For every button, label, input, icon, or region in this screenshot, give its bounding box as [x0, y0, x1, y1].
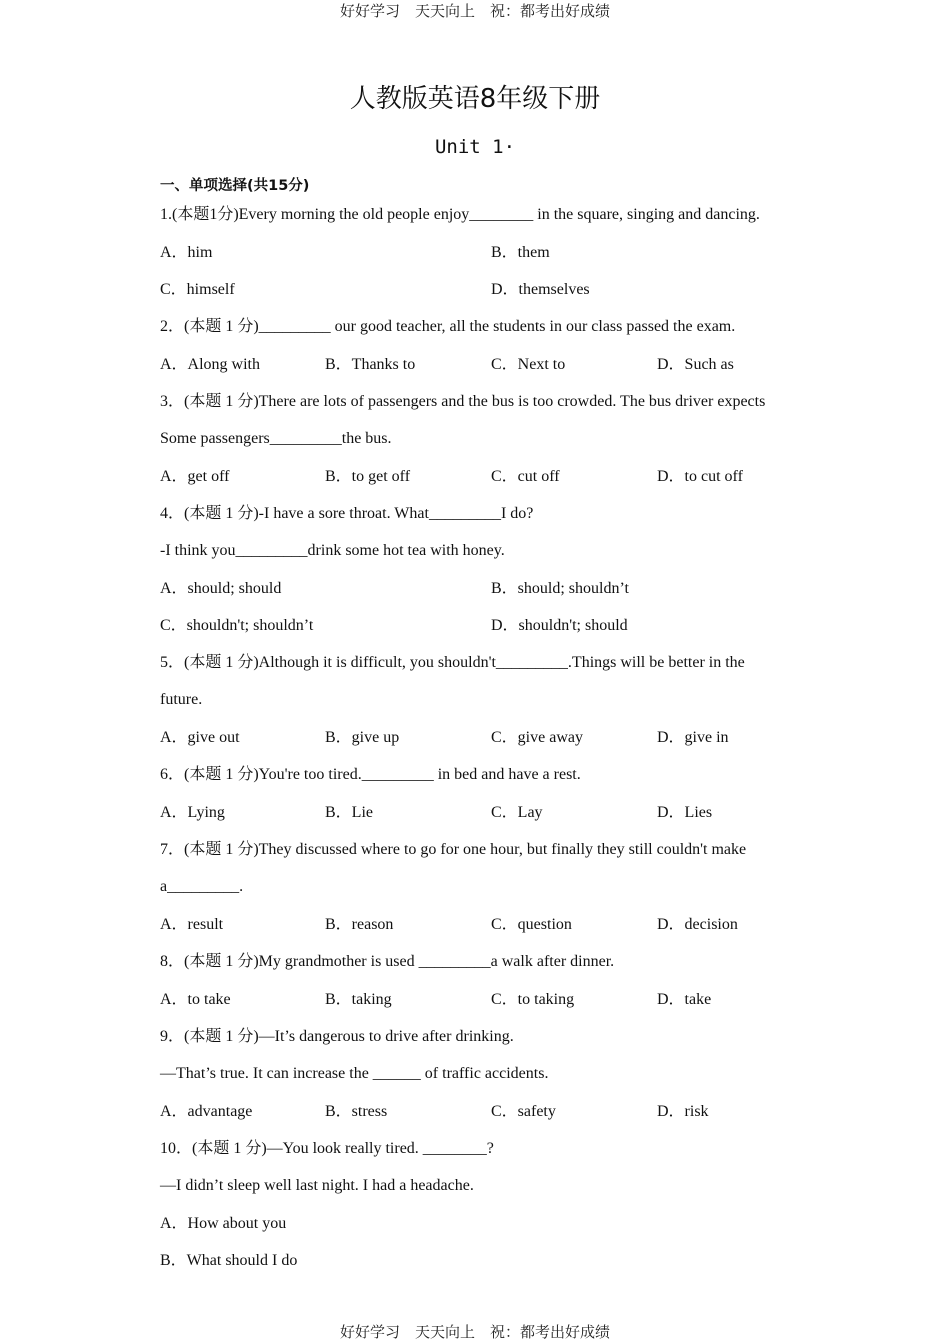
question-1-option-a: A．him — [160, 244, 213, 261]
question-5-option-c: C．give away — [491, 729, 583, 746]
question-10-option-b: B．What should I do — [160, 1252, 298, 1269]
question-3-stem-line-2: Some passengers_________the bus. — [160, 430, 392, 447]
page-footer: 好好学习 天天向上 祝：都考出好成绩 — [339, 1323, 610, 1341]
question-6-option-d: D．Lies — [657, 804, 713, 821]
question-2-stem: 2．(本题 1 分)_________ our good teacher, all the students in our class passed the exam. — [160, 318, 736, 335]
question-7-option-d: D．decision — [657, 916, 738, 933]
question-1-option-b: B．them — [491, 244, 550, 261]
question-9-option-c: C．safety — [491, 1103, 556, 1120]
question-9-option-d: D．risk — [657, 1103, 709, 1120]
question-10-stem-line-2: —I didn’t sleep well last night. I had a headache. — [160, 1177, 474, 1194]
question-7-stem-line-2: a_________. — [160, 878, 244, 895]
question-8-option-a: A．to take — [160, 991, 231, 1008]
question-8-option-b: B．taking — [325, 991, 392, 1008]
question-7-option-c: C．question — [491, 916, 572, 933]
question-10-option-a: A．How about you — [160, 1215, 287, 1232]
question-5-option-d: D．give in — [657, 729, 729, 746]
question-5-stem-line-2: future. — [160, 691, 203, 708]
question-5-option-b: B．give up — [325, 729, 400, 746]
question-5-stem: 5．(本题 1 分)Although it is difficult, you shouldn't_________.Things will be better in the — [160, 654, 745, 671]
page-title: 人教版英语8年级下册 — [349, 84, 601, 114]
question-9-option-a: A．advantage — [160, 1103, 253, 1120]
question-4-option-a: A．should; should — [160, 580, 282, 597]
question-6-option-b: B．Lie — [325, 804, 373, 821]
question-9-stem-line-2: —That’s true. It can increase the ______ of traffic accidents. — [160, 1065, 549, 1082]
question-4-stem-line-2: -I think you_________drink some hot tea with honey. — [160, 542, 505, 559]
question-3-option-d: D．to cut off — [657, 468, 743, 485]
question-1-option-d: D．themselves — [491, 281, 590, 298]
question-3-stem: 3．(本题 1 分)There are lots of passengers and the bus is too crowded. The bus driver expects — [160, 393, 766, 410]
question-4-option-b: B．should; shouldn’t — [491, 580, 629, 597]
question-5-option-a: A．give out — [160, 729, 240, 746]
question-2-option-a: A．Along with — [160, 356, 261, 373]
question-7-stem: 7．(本题 1 分)They discussed where to go for one hour, but finally they still couldn't make — [160, 841, 747, 858]
question-7-option-a: A．result — [160, 916, 224, 933]
question-3-option-b: B．to get off — [325, 468, 411, 485]
page-header: 好好学习 天天向上 祝：都考出好成绩 — [339, 2, 610, 20]
question-10-stem: 10．(本题 1 分)—You look really tired. ________? — [160, 1140, 494, 1157]
question-9-option-b: B．stress — [325, 1103, 388, 1120]
unit-subtitle: Unit 1· — [434, 136, 516, 158]
question-4-option-d: D．shouldn't; should — [491, 617, 628, 634]
question-2-option-d: D．Such as — [657, 356, 734, 373]
question-1-option-c: C．himself — [160, 281, 235, 298]
question-6-stem: 6．(本题 1 分)You're too tired._________ in bed and have a rest. — [160, 766, 581, 783]
question-6-option-c: C．Lay — [491, 804, 543, 821]
question-6-option-a: A．Lying — [160, 804, 225, 821]
question-7-option-b: B．reason — [325, 916, 394, 933]
question-3-option-a: A．get off — [160, 468, 230, 485]
question-2-option-b: B．Thanks to — [325, 356, 416, 373]
question-8-stem: 8．(本题 1 分)My grandmother is used _________a walk after dinner. — [160, 953, 615, 970]
question-1-stem: 1.(本题1分)Every morning the old people enjoy________ in the square, singing and dancing. — [160, 206, 760, 223]
question-8-option-c: C．to taking — [491, 991, 575, 1008]
section-heading: 一、单项选择(共15分) — [160, 178, 310, 194]
question-4-option-c: C．shouldn't; shouldn’t — [160, 617, 314, 634]
question-3-option-c: C．cut off — [491, 468, 560, 485]
question-9-stem: 9．(本题 1 分)—It’s dangerous to drive after drinking. — [160, 1028, 514, 1045]
question-4-stem: 4．(本题 1 分)-I have a sore throat. What_________I do? — [160, 505, 534, 522]
question-2-option-c: C．Next to — [491, 356, 566, 373]
question-8-option-d: D．take — [657, 991, 712, 1008]
